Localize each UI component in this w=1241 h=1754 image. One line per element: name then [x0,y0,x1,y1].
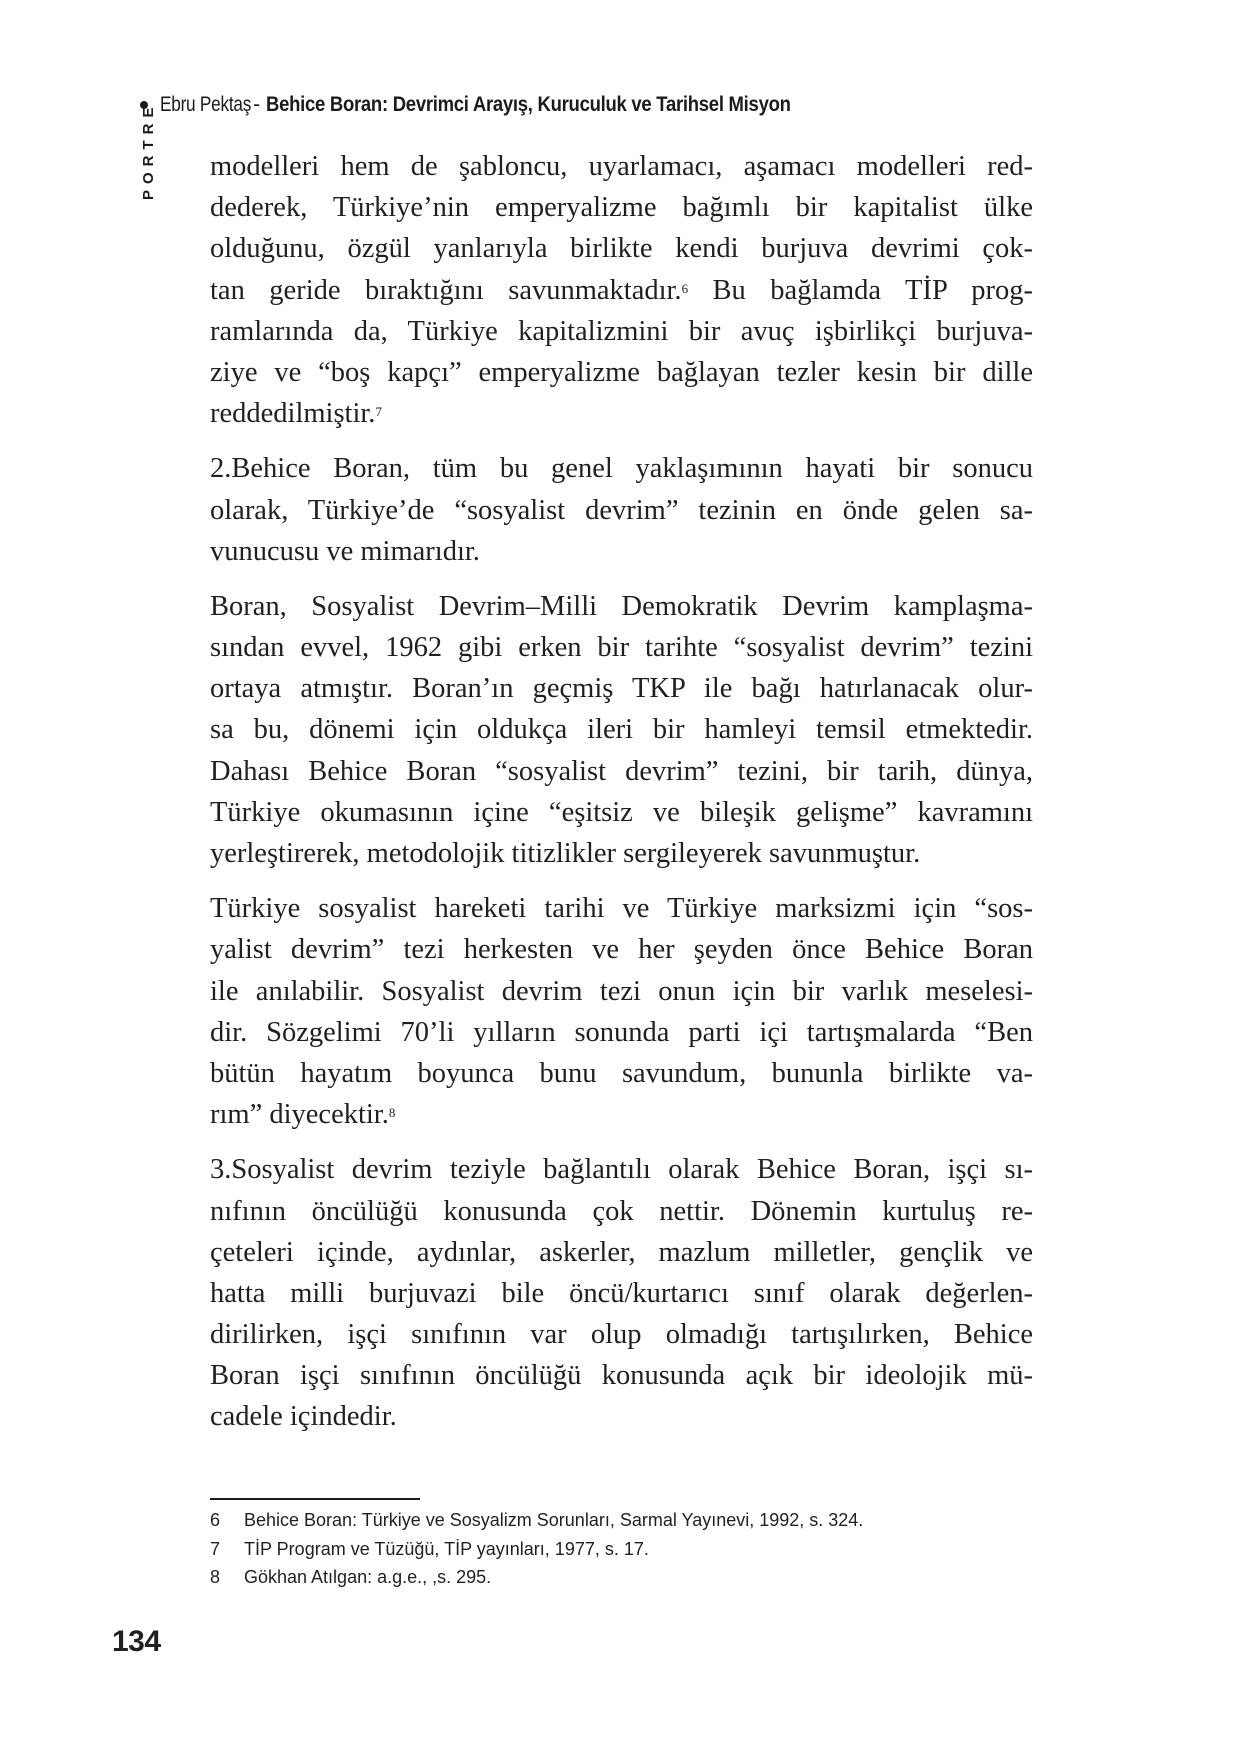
text-line: Dahası Behice Boran “sosyalist devrim” tezini, bir tarih, dünya, [210,755,1033,787]
text-line: Türkiye okumasının içine “eşitsiz ve bileşik gelişme” kavramını [210,796,1033,828]
text-line: ziye ve “boş kapçı” emperyalizme bağlayan tezler kesin bir dille [210,356,1033,388]
text-line: sa bu, dönemi için oldukça ileri bir hamleyi temsil etmektedir. [210,714,1033,746]
text-line: ile anılabilir. Sosyalist devrim tezi onun için bir varlık meselesi- [210,975,1033,1007]
footnote-ref-6[interactable]: 6 [681,280,689,296]
text-line: 2.Behice Boran, tüm bu genel yaklaşımının hayati bir sonucu [210,453,1033,485]
text-line: çeteleri içinde, aydınlar, askerler, mazlum milletler, gençlik ve [210,1236,1033,1268]
text-line: dirilirken, işçi sınıfının var olup olmadığı tartışılırken, Behice [210,1319,1033,1351]
paragraph-1 [210,146,1033,434]
footnote-7 [210,1535,1033,1564]
text-line: yerleştirerek, metodolojik titizlikler sergileyerek savunmuştur. [210,838,921,869]
text-line: hatta milli burjuvazi bile öncü/kurtarıcı sınıf olarak değerlen- [210,1277,1033,1309]
text-line: dederek, Türkiye’nin emperyalizme bağımlı bir kapitalist ülke [210,192,1033,224]
text-line: ortaya atmıştır. Boran’ın geçmiş TKP ile bağı hatırlanacak olur- [210,673,1033,705]
paragraph-3 [210,586,1033,874]
text-segment: reddedilmiştir. [210,398,376,430]
footnote-number: 8 [210,1567,221,1587]
footnote-text: Gökhan Atılgan: a.g.e., ,s. 295. [244,1567,492,1587]
text-line: vunucusu ve mimarıdır. [210,535,480,567]
footnote-6 [210,1506,1033,1535]
footnote-ref-7[interactable]: 7 [375,404,382,420]
section-side-label: PORTRE [140,101,157,200]
text-line: olduğunu, özgül yanlarıyla birlikte kendi burjuva devrimi çok- [210,233,1033,265]
text-segment: Bu bağlamda TİP prog- [688,274,1033,306]
text-line [210,270,1033,311]
footnote-ref-8[interactable]: 8 [388,1105,396,1121]
text-line: dir. Sözgelimi 70’li yılların sonunda parti içi tartışmalarda “Ben [210,1016,1033,1048]
text-line: cadele içindedir. [210,1401,397,1433]
footnotes [210,1506,1033,1592]
header-separator: - [253,93,260,116]
text-line: olarak, Türkiye’de “sosyalist devrim” tezinin en önde gelen sa- [210,494,1033,526]
text-line [210,1094,1033,1135]
text-line: yalist devrim” tezi herkesten ve her şeyden önce Behice Boran [210,934,1033,966]
footnote-text: TİP Program ve Tüzüğü, TİP yayınları, 1977, s. 17. [244,1538,649,1559]
paragraph-5 [210,1149,1033,1437]
text-line: Türkiye sosyalist hareketi tarihi ve Türkiye marksizmi için “sos- [210,893,1033,925]
text-line: Boran, Sosyalist Devrim–Milli Demokratik Devrim kamplaşma- [210,590,1033,622]
text-line: bütün hayatım boyunca bunu savundum, bununla birlikte va- [210,1057,1033,1089]
text-line: modelleri hem de şabloncu, uyarlamacı, aşamacı modelleri red- [210,151,1033,182]
paragraph-4 [210,888,1033,1135]
text-line: Boran işçi sınıfının öncülüğü konusunda açık bir ideolojik mü- [210,1360,1033,1392]
text-line [210,393,1033,434]
text-line: sından evvel, 1962 gibi erken bir tarihte “sosyalist devrim” tezini [210,632,1033,664]
header-title: Behice Boran: Devrimci Arayış, Kuruculuk ve Tarihsel Misyon [265,93,791,116]
footnote-divider [210,1498,420,1500]
footnote-text: Behice Boran: Türkiye ve Sosyalizm Sorunları, Sarmal Yayınevi, 1992, s. 324. [244,1510,864,1530]
header-author: Ebru Pektaş [160,93,252,116]
running-header [140,92,862,118]
text-segment: rım” diyecektir. [210,1099,389,1131]
page-number: 134 [112,1625,161,1658]
footnote-number: 7 [210,1538,221,1559]
text-line: ramlarında da, Türkiye kapitalizmini bir avuç işbirlikçi burjuva- [210,315,1033,347]
text-line: 3.Sosyalist devrim teziyle bağlantılı olarak Behice Boran, işçi sı- [210,1154,1033,1186]
footnote-number: 6 [210,1510,221,1530]
text-line: nıfının öncülüğü konusunda çok nettir. Dönemin kurtuluş re- [210,1195,1033,1227]
paragraph-2 [210,448,1033,572]
footnote-8 [210,1563,1033,1592]
body-text [210,146,1033,1452]
text-segment: tan geride bıraktığını savunmaktadır. [210,274,682,306]
